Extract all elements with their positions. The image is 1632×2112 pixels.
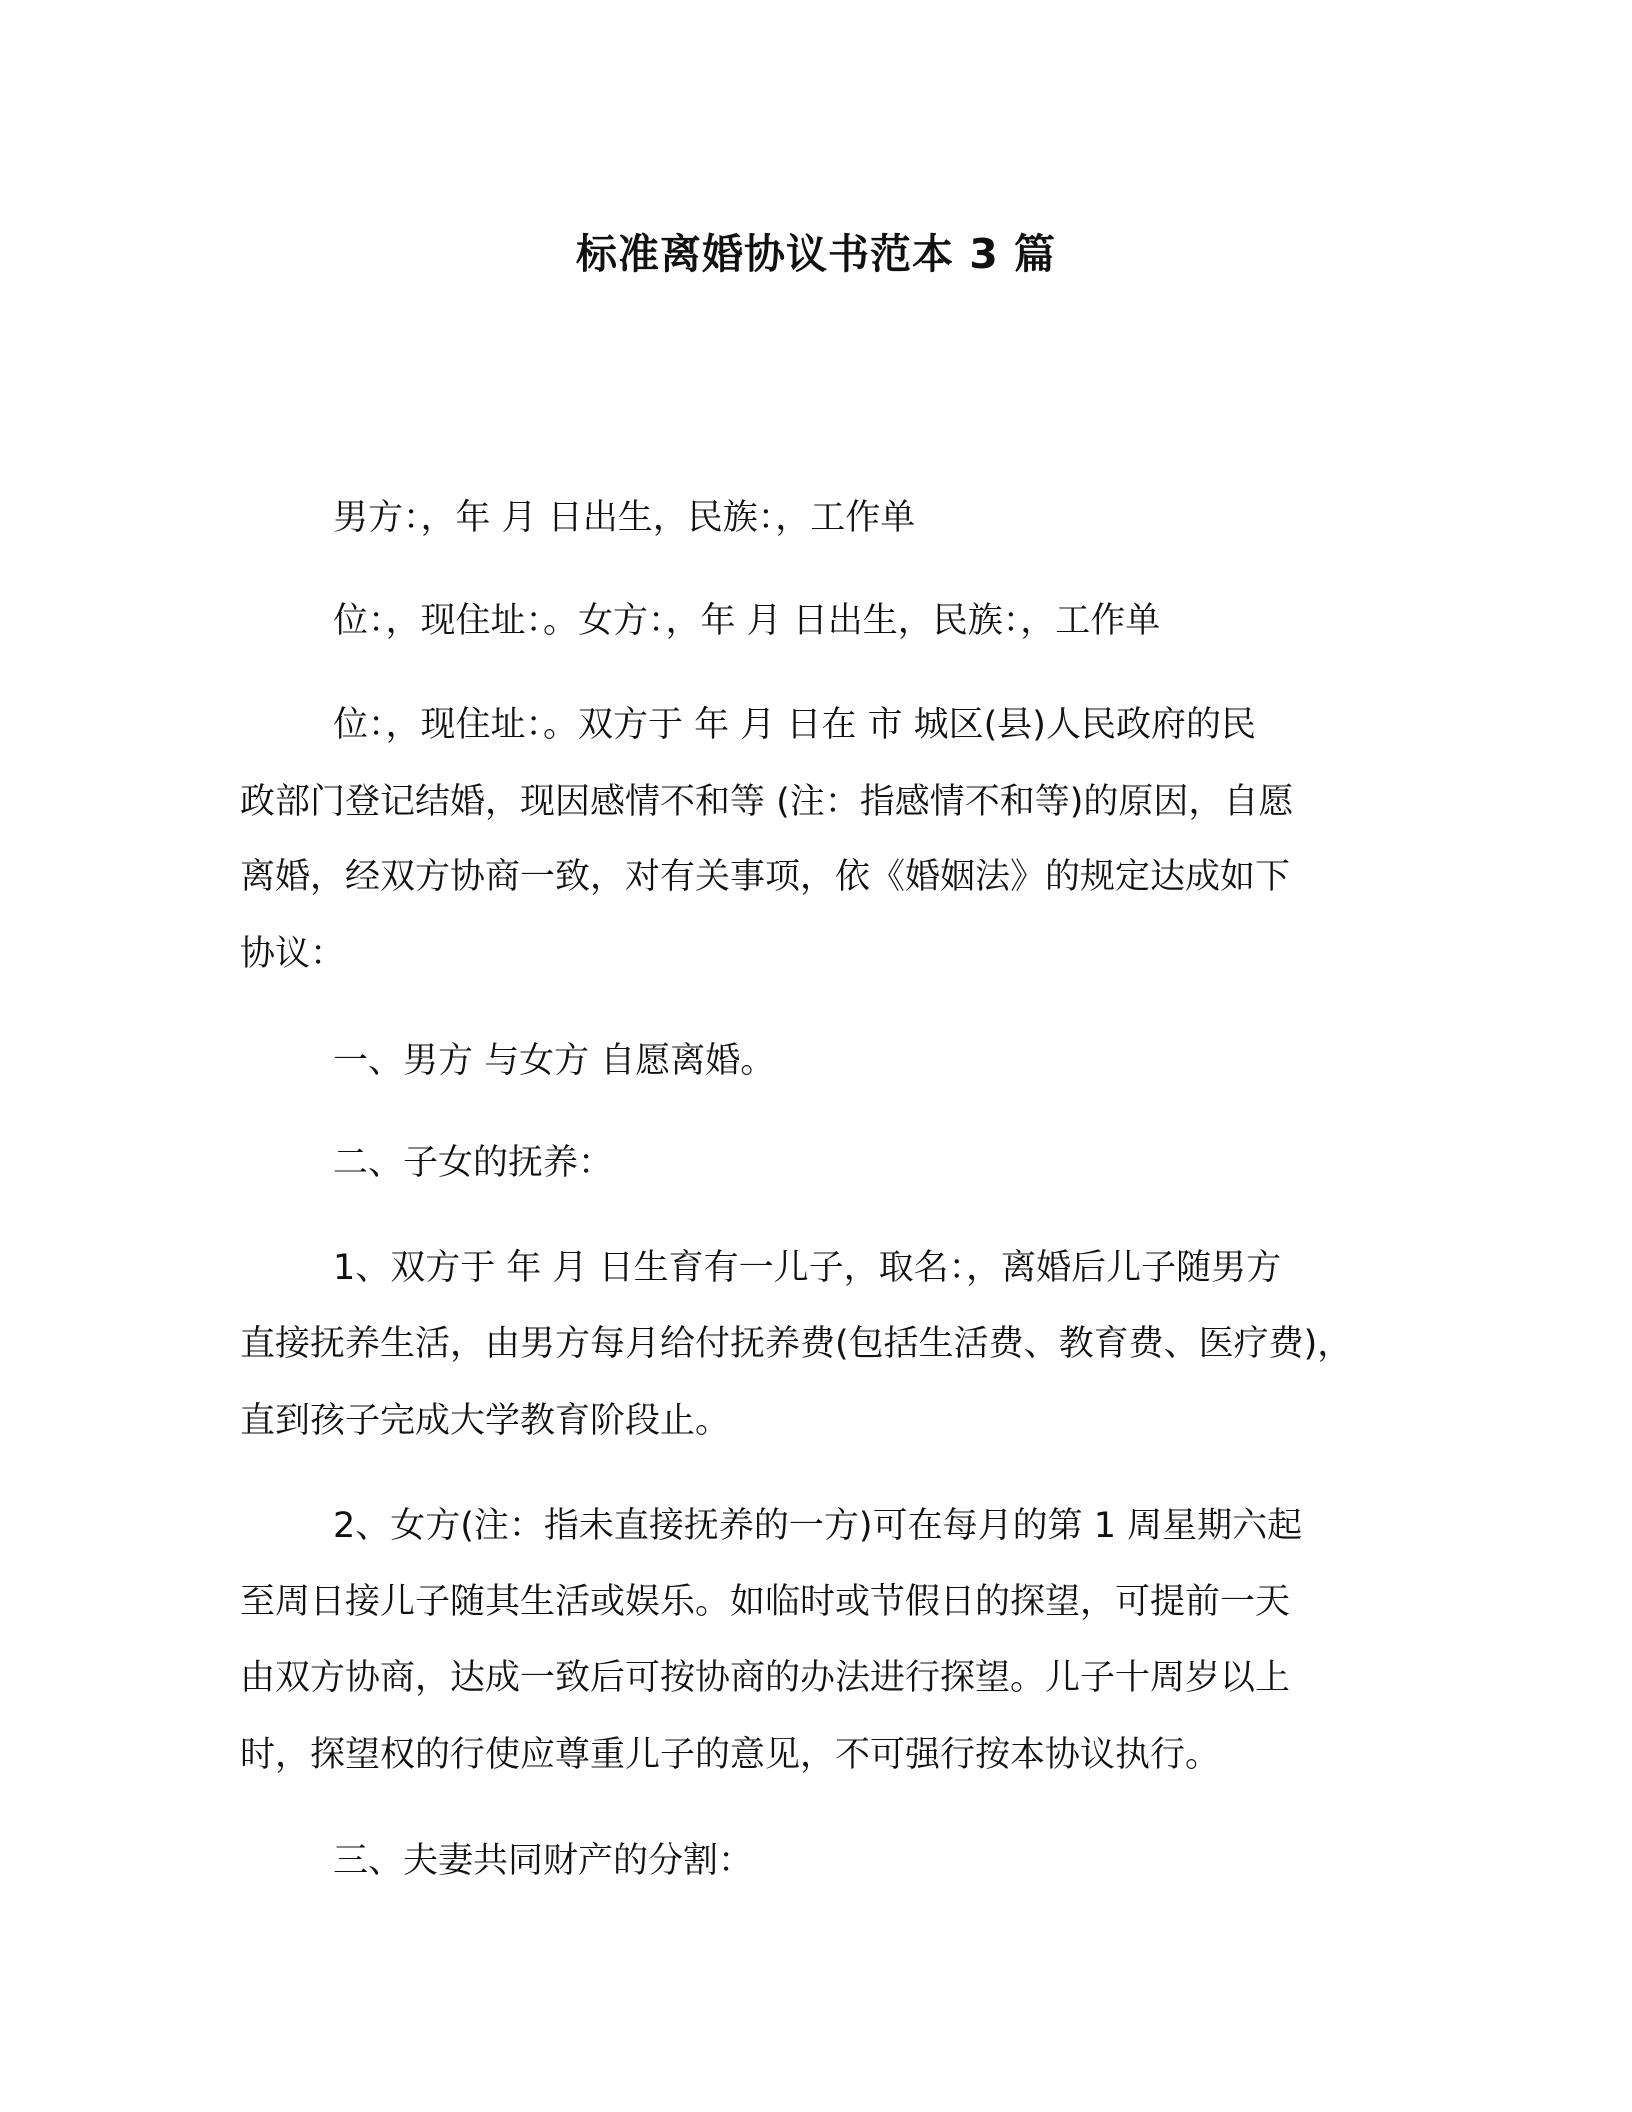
paragraph-line: 男方：，年 月 日出生，民族：，工作单: [333, 498, 916, 538]
paragraph-line: 位：，现住址：。女方：，年 月 日出生，民族：，工作单: [333, 601, 1161, 641]
paragraph-line: 政部门登记结婚，现因感情不和等 (注：指感情不和等)的原因，自愿: [240, 782, 1294, 822]
paragraph-line: 时，探望权的行使应尊重儿子的意见，不可强行按本协议执行。: [240, 1735, 1221, 1775]
section-heading-2: 二、子女的抚养：: [333, 1143, 614, 1183]
paragraph-line: 2、女方(注：指未直接抚养的一方)可在每月的第 1 周星期六起: [333, 1506, 1303, 1546]
paragraph-line: 1、双方于 年 月 日生育有一儿子，取名：，离婚后儿子随男方: [333, 1248, 1282, 1288]
section-heading-3: 三、夫妻共同财产的分割：: [333, 1841, 754, 1881]
paragraph-line: 由双方协商，达成一致后可按协商的办法进行探望。儿子十周岁以上: [240, 1658, 1291, 1698]
paragraph-line: 协议：: [240, 934, 346, 974]
section-heading-1: 一、男方 与女方 自愿离婚。: [333, 1041, 776, 1081]
paragraph-line: 离婚，经双方协商一致，对有关事项，依《婚姻法》的规定达成如下: [240, 857, 1291, 897]
paragraph-line: 至周日接儿子随其生活或娱乐。如临时或节假日的探望，可提前一天: [240, 1582, 1291, 1622]
paragraph-line: 位：，现住址：。双方于 年 月 日在 市 城区(县)人民政府的民: [333, 705, 1256, 745]
paragraph-line: 直接抚养生活，由男方每月给付抚养费(包括生活费、教育费、医疗费)，: [240, 1324, 1353, 1364]
paragraph-line: 直到孩子完成大学教育阶段止。: [240, 1401, 731, 1441]
document-title: 标准离婚协议书范本 3 篇: [575, 230, 1057, 278]
